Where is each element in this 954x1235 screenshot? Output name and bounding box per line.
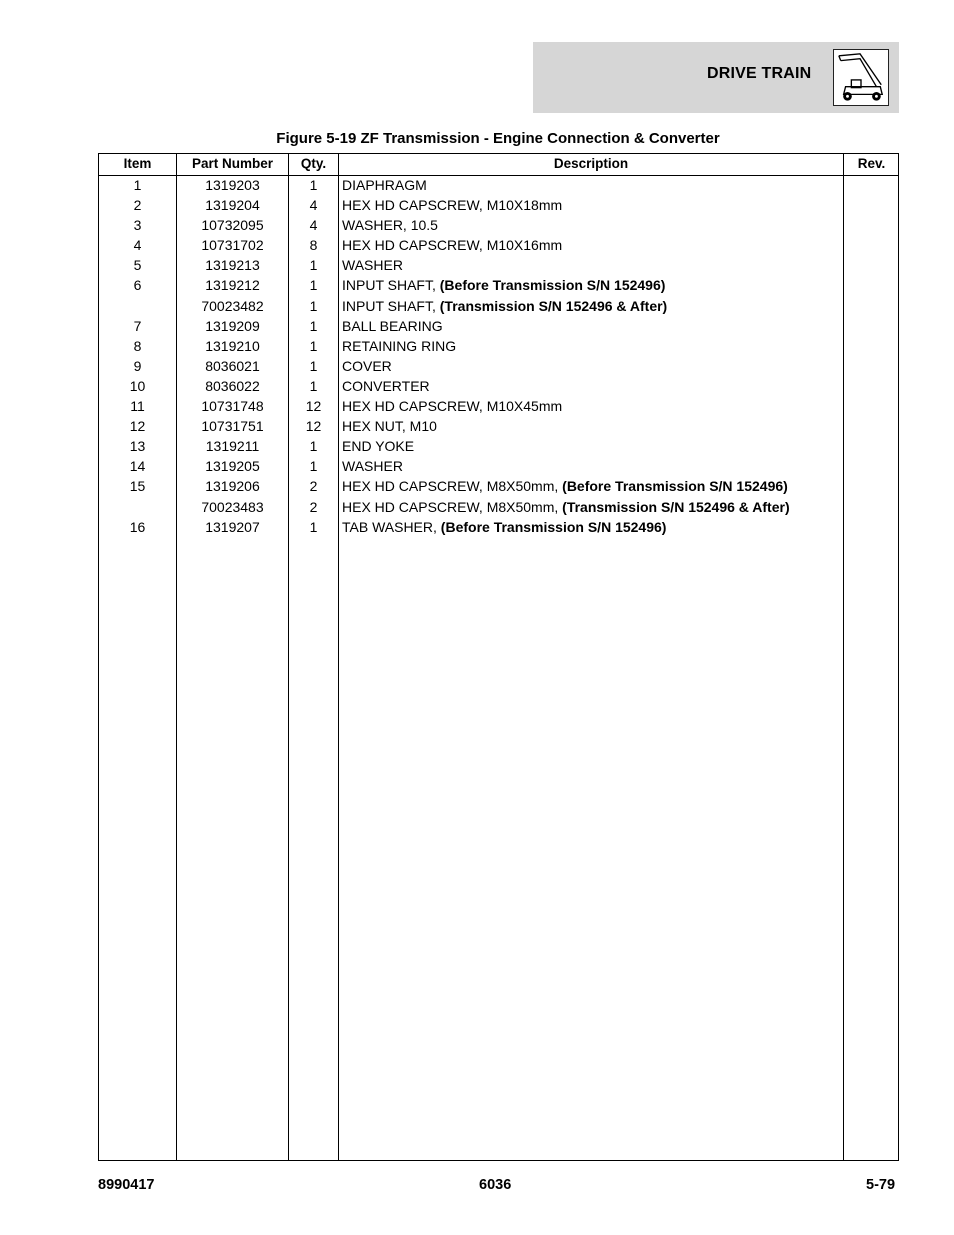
column-header-rev: Rev.	[857, 156, 886, 171]
qty-cell: 1	[309, 297, 318, 314]
item-cell: 13	[129, 438, 146, 455]
part-number-cell: 70023482	[201, 297, 264, 314]
item-cell: 4	[133, 237, 142, 254]
part-number-cell: 1319213	[205, 257, 260, 274]
item-cell: 5	[133, 257, 142, 274]
serial-number-note: (Before Transmission S/N 152496)	[440, 518, 667, 535]
description-text: WASHER, 10.5	[342, 217, 438, 234]
figure-title: Figure 5-19 ZF Transmission - Engine Connection & Converter	[276, 130, 720, 147]
description-text: HEX HD CAPSCREW, M8X50mm,	[342, 498, 563, 515]
description-cell	[342, 438, 414, 454]
description-text: HEX HD CAPSCREW, M8X50mm,	[342, 478, 563, 495]
table-row	[99, 196, 898, 216]
description-cell	[342, 177, 427, 193]
description-text: HEX HD CAPSCREW, M10X18mm	[342, 197, 563, 214]
qty-cell: 1	[309, 357, 318, 374]
section-title: DRIVE TRAIN	[707, 65, 812, 82]
description-cell	[342, 378, 430, 394]
qty-cell: 2	[309, 478, 318, 495]
part-number-cell: 8036021	[205, 357, 260, 374]
part-number-cell: 1319211	[205, 438, 260, 455]
item-cell: 16	[129, 518, 146, 535]
description-cell	[342, 298, 667, 314]
table-row	[99, 216, 898, 236]
description-text: DIAPHRAGM	[342, 177, 427, 193]
part-number-cell: 10731751	[201, 418, 264, 435]
footer-page-number: 5-79	[866, 1177, 896, 1193]
part-number-cell: 10732095	[201, 217, 264, 234]
qty-cell: 1	[309, 177, 318, 193]
item-cell: 3	[133, 217, 142, 234]
item-cell: 2	[133, 197, 142, 214]
qty-cell: 1	[309, 337, 318, 354]
description-cell	[342, 197, 562, 213]
qty-cell: 1	[309, 438, 318, 455]
part-number-cell: 1319212	[205, 277, 260, 294]
part-number-cell: 10731748	[201, 398, 264, 415]
table-row	[99, 397, 898, 417]
part-number-cell: 10731702	[201, 237, 264, 254]
item-cell: 8	[133, 337, 142, 354]
item-cell: 12	[129, 418, 146, 435]
part-number-cell: 1319210	[205, 337, 260, 354]
table-row	[99, 477, 898, 497]
serial-number-note: (Transmission S/N 152496 & After)	[439, 297, 668, 314]
item-cell: 6	[133, 277, 142, 294]
description-cell	[342, 519, 666, 535]
description-text: END YOKE	[342, 438, 415, 455]
description-text: COVER	[342, 357, 392, 374]
section-header	[533, 42, 899, 113]
description-text: INPUT SHAFT,	[342, 297, 440, 314]
description-text: WASHER	[342, 458, 403, 475]
description-text: TAB WASHER,	[342, 518, 441, 535]
description-cell	[342, 398, 562, 414]
table-row	[99, 518, 898, 538]
table-row	[99, 437, 898, 457]
description-text: RETAINING RING	[342, 337, 457, 354]
item-cell: 7	[133, 317, 142, 334]
description-cell	[342, 418, 437, 434]
part-number-cell: 1319203	[205, 177, 260, 193]
column-header-qty: Qty.	[300, 156, 327, 171]
table-row	[99, 498, 898, 518]
table-row	[99, 457, 898, 477]
item-cell: 10	[129, 377, 146, 394]
column-header-part-number: Part Number	[191, 156, 274, 171]
footer-manual-number: 8990417	[98, 1177, 155, 1193]
qty-cell: 1	[309, 518, 318, 535]
table-row	[99, 357, 898, 377]
item-cell: 9	[133, 357, 142, 374]
part-number-cell: 1319207	[205, 518, 260, 535]
table-row	[99, 256, 898, 276]
serial-number-note: (Before Transmission S/N 152496)	[439, 277, 666, 294]
parts-table	[98, 153, 899, 1161]
qty-cell: 1	[309, 458, 318, 475]
description-cell	[342, 217, 438, 233]
table-row	[99, 317, 898, 337]
serial-number-note: (Transmission S/N 152496 & After)	[562, 498, 790, 515]
description-cell	[342, 478, 788, 494]
description-text: WASHER	[342, 257, 403, 274]
description-cell	[342, 277, 665, 293]
qty-cell: 1	[309, 317, 318, 334]
item-cell: 14	[129, 458, 146, 475]
footer-model-number: 6036	[479, 1177, 512, 1193]
description-text: CONVERTER	[342, 377, 430, 394]
part-number-cell: 1319204	[205, 197, 260, 214]
qty-cell: 8	[309, 237, 318, 254]
part-number-cell: 1319205	[205, 458, 260, 475]
item-cell: 11	[130, 398, 145, 415]
qty-cell: 12	[305, 418, 322, 435]
item-cell: 15	[129, 478, 146, 495]
table-row	[99, 176, 898, 196]
description-cell	[342, 338, 456, 354]
part-number-cell: 8036022	[205, 377, 260, 394]
description-cell	[342, 499, 790, 515]
column-header-item: Item	[123, 156, 152, 171]
part-number-cell: 1319209	[205, 317, 260, 334]
description-text: INPUT SHAFT,	[342, 277, 440, 294]
qty-cell: 12	[305, 398, 322, 415]
description-cell	[342, 257, 403, 273]
description-cell	[342, 318, 443, 334]
description-text: HEX NUT, M10	[342, 418, 437, 435]
table-row	[99, 417, 898, 437]
table-row	[99, 236, 898, 256]
description-cell	[342, 458, 403, 474]
qty-cell: 2	[309, 498, 318, 515]
description-cell	[342, 358, 392, 374]
table-row	[99, 377, 898, 397]
table-header	[99, 154, 898, 176]
description-cell	[342, 237, 562, 253]
description-text: HEX HD CAPSCREW, M10X16mm	[342, 237, 563, 254]
column-header-description: Description	[553, 156, 629, 171]
description-text: HEX HD CAPSCREW, M10X45mm	[342, 398, 563, 415]
qty-cell: 4	[309, 217, 318, 234]
table-row	[99, 297, 898, 317]
qty-cell: 1	[309, 377, 318, 394]
qty-cell: 1	[309, 277, 318, 294]
table-body	[99, 176, 898, 538]
description-text: BALL BEARING	[342, 317, 443, 334]
item-cell: 1	[133, 177, 142, 193]
table-row	[99, 276, 898, 296]
table-row	[99, 337, 898, 357]
part-number-cell: 70023483	[201, 498, 264, 515]
qty-cell: 4	[309, 197, 318, 214]
serial-number-note: (Before Transmission S/N 152496)	[562, 478, 788, 495]
part-number-cell: 1319206	[205, 478, 260, 495]
qty-cell: 1	[309, 257, 318, 274]
machine-icon	[833, 49, 889, 106]
